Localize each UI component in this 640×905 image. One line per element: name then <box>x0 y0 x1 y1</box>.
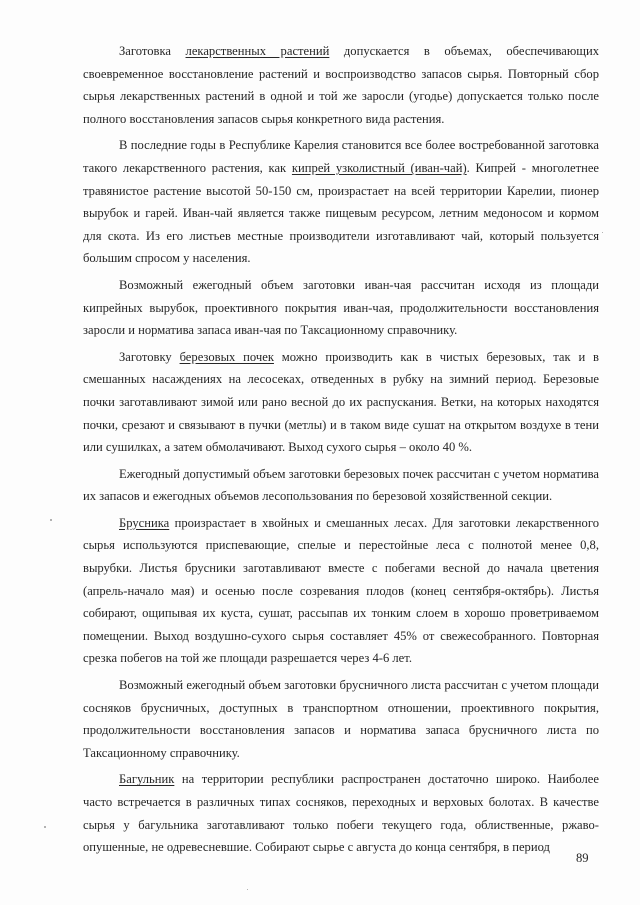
scan-speck <box>247 889 248 890</box>
page-number: 89 <box>576 851 589 865</box>
underlined-term: Багульник <box>119 772 175 787</box>
scan-speck <box>44 826 46 828</box>
paragraph-text: допускается в объемах, обеспечивающих своевременное восстановление растений и воспроизводство запасов сырья. Повторный сбор сырья лекарственных растений в одной и той же заросли (угодье) допускается только после полного восстановления запасов сырья конкретного вида растения. <box>83 44 600 126</box>
paragraph <box>83 134 599 270</box>
paragraph <box>83 512 599 670</box>
paragraph-text: В последние годы в Республике Карелия становится все более востребованной заготовка такого лекарственного растения, как <box>83 138 599 175</box>
paragraph <box>83 346 599 459</box>
paragraph-text: можно производить как в чистых березовых, так и в смешанных насаждениях на лесосеках, отведенных в рубку на зимний период. Березовые почки заготавливают зимой или рано весной до их распускания. Ветки, на которых находятся почки, срезают и связывают в пучки (метлы) и в таком виде сушат на открытом воздухе в тени или сушилках, а затем обмолачивают. Выход сухого сырья – около 40 %. <box>83 349 599 455</box>
paragraph-text: Возможный ежегодный объем заготовки брусничного листа рассчитан с учетом площади сосняков брусничных, доступных в транспортном отношении, проективного покрытия, продолжительности восстановления запасов и норматива запаса брусничного листа по Таксационному справочнику. <box>83 678 599 760</box>
underlined-term: кипрей узколистный (иван-чай) <box>291 160 467 175</box>
paragraph-text: на территории республики распространен достаточно широко. Наиболее часто встречается в различных типах сосняков, переходных и верховых болотах. В качестве сырья у багульника заготавливают только побеги текущего года, облиственные, ржаво-опушенные, не одревесневшие. Собирают сырье с августа до конца сентября, в период <box>83 772 599 855</box>
underlined-term: березовых почек <box>179 349 274 364</box>
paragraph <box>83 40 599 130</box>
scan-speck <box>50 519 52 521</box>
paragraph <box>83 674 599 764</box>
paragraph-text: . Кипрей - многолетнее травянистое растение высотой 50-150 см, произрастает на всей территории Карелии, пионер вырубок и гарей. Иван-чай является также пищевым ресурсом, летним медоносом и кормом для скота. Из его листьев местные производители изготавливают чай, который пользуется большим спросом у населения. <box>83 160 599 266</box>
paragraph-text: Заготовка <box>119 44 186 58</box>
paragraph <box>83 768 599 858</box>
paragraph <box>83 274 599 342</box>
body-text <box>83 40 599 859</box>
paragraph-text: Заготовку <box>119 349 180 364</box>
paragraph <box>83 463 599 508</box>
paragraph-text: Возможный ежегодный объем заготовки иван-чая рассчитан исходя из площади кипрейных вырубок, проективного покрытия иван-чая, продолжительности восстановления заросли и норматива запаса иван-чая по Таксационному справочнику. <box>83 277 599 338</box>
paragraph-text: произрастает в хвойных и смешанных лесах. Для заготовки лекарственного сырья используются приспевающие, спелые и перестойные леса с полнотой менее 0,8, вырубки. Листья брусники заготавливают вместе с побегами весной до начала цветения (апрель-начало мая) и осенью после созревания плодов (конец сентября-октябрь). Листья собирают, ощипывая их куста, сушат, рассыпав их тонким слоем в хорошо проветриваемом помещении. Выход воздушно-сухого сырья составляет 45% от свежесобранного. Повторная срезка побегов на той же площади разрешается через 4-6 лет. <box>83 515 599 666</box>
underlined-term: Брусника <box>119 515 170 530</box>
scan-speck <box>602 232 603 233</box>
underlined-term: лекарственных растений <box>185 44 330 58</box>
paragraph-text: Ежегодный допустимый объем заготовки березовых почек рассчитан с учетом норматива их запасов и ежегодных объемов лесопользования по березовой хозяйственной секции. <box>83 466 599 504</box>
